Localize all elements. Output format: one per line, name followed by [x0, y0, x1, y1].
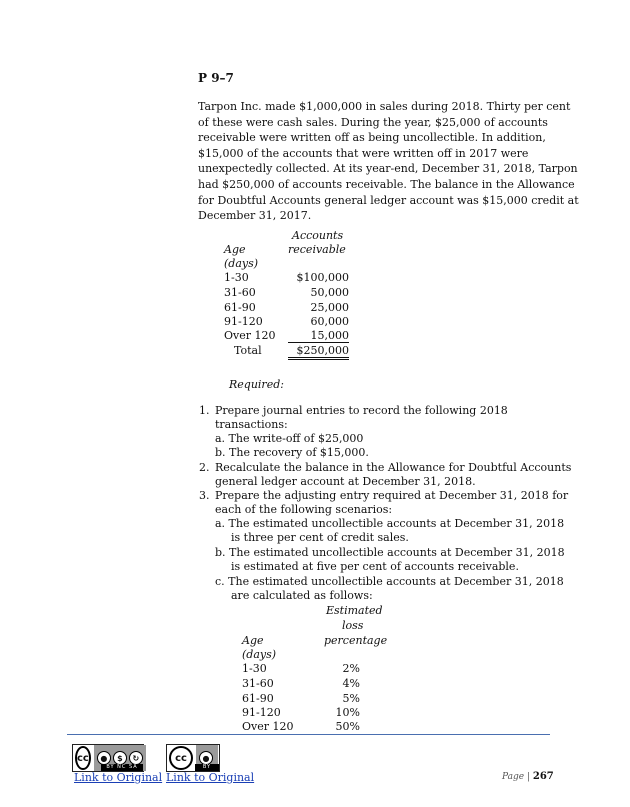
problem-paragraph: [198, 99, 579, 224]
paragraph-line: $15,000 of the accounts that were written off in 2017 were: [198, 146, 529, 160]
list-line: general ledger account at December 31, 2018.: [215, 475, 476, 488]
license-badge-by[interactable]: [166, 744, 220, 772]
paragraph-line: receivable were written off as being uncollectible. In addition,: [198, 131, 546, 145]
list-line: Prepare the adjusting entry required at December 31, 2018 for: [215, 489, 569, 502]
header-age: Age: [242, 634, 264, 647]
list-subitem: are calculated as follows:: [231, 589, 373, 602]
header-age: Age: [224, 243, 246, 256]
paragraph-line: had $250,000 of accounts receivable. The balance in the Allowance: [198, 177, 575, 191]
header-receivable: receivable: [288, 243, 346, 256]
header-loss: loss: [342, 619, 364, 632]
link-to-original-2[interactable]: Link to Original: [166, 771, 255, 784]
list-line: each of the following scenarios:: [215, 503, 393, 516]
page-word: Page: [502, 772, 525, 782]
list-line: Recalculate the balance in the Allowance for Doubtful Accounts: [215, 461, 572, 474]
attribution-icon: ●: [199, 751, 213, 765]
header-percentage: percentage: [324, 634, 388, 647]
header-days: (days): [224, 257, 259, 270]
amount-cell: 50,000: [310, 286, 349, 299]
header-accounts: Accounts: [292, 229, 344, 242]
list-subitem: a. The write-off of $25,000: [215, 432, 364, 445]
license-badge-by-nc-sa[interactable]: [72, 744, 144, 772]
age-cell: 91-120: [224, 315, 263, 328]
link-to-original-1[interactable]: Link to Original: [74, 771, 163, 784]
paragraph-line: of these were cash sales. During the year, $25,000 of accounts: [198, 115, 548, 129]
license-tag: BY NC SA: [101, 764, 143, 771]
pct-cell: 4%: [342, 677, 360, 690]
page-number: Page | 267: [502, 771, 554, 782]
header-estimated: Estimated: [326, 604, 383, 617]
paragraph-line: unexpectedly collected. At its year-end, December 31, 2018, Tarpon: [198, 162, 578, 176]
list-subitem: b. The recovery of $15,000.: [215, 446, 369, 459]
age-cell: 61-90: [224, 301, 256, 314]
sharealike-icon: ↻: [129, 751, 143, 765]
amount-cell: $100,000: [296, 271, 349, 284]
list-line: transactions:: [215, 418, 288, 431]
attribution-icon: ●: [97, 751, 111, 765]
age-cell: 61-90: [242, 692, 274, 705]
noncommercial-icon: $: [113, 751, 127, 765]
list-line: Prepare journal entries to record the following 2018: [215, 404, 508, 417]
amount-text: 15,000: [288, 329, 349, 343]
age-cell: 1-30: [242, 662, 267, 675]
age-cell: Over 120: [224, 329, 276, 342]
pct-cell: 10%: [335, 706, 360, 719]
list-subitem: a. The estimated uncollectible accounts at December 31, 2018: [215, 517, 565, 530]
pct-cell: 5%: [342, 692, 360, 705]
list-number: 2.: [199, 461, 210, 474]
header-days: (days): [242, 648, 277, 661]
page-number-value: 267: [532, 771, 554, 782]
amount-cell-underlined: [288, 329, 349, 343]
pct-cell: 50%: [335, 720, 360, 733]
required-label: Required:: [229, 378, 284, 391]
list-subitem: is three per cent of credit sales.: [231, 531, 409, 544]
paragraph-line: Tarpon Inc. made $1,000,000 in sales during 2018. Thirty per cent: [198, 100, 571, 113]
total-amount-cell: [288, 344, 349, 360]
total-amount: $250,000: [288, 344, 349, 360]
amount-cell: 60,000: [310, 315, 349, 328]
age-cell: 91-120: [242, 706, 281, 719]
cc-icon: cc: [75, 746, 91, 770]
list-number: 1.: [199, 404, 210, 417]
problem-heading: P 9–7: [198, 71, 234, 85]
age-cell: Over 120: [242, 720, 294, 733]
paragraph-line: for Doubtful Accounts general ledger account was $15,000 credit at: [198, 193, 579, 207]
list-subitem: c. The estimated uncollectible accounts at December 31, 2018: [215, 575, 564, 588]
paragraph-line: December 31, 2017.: [198, 209, 312, 223]
list-subitem: is estimated at five per cent of accounts receivable.: [231, 560, 519, 573]
age-cell: 31-60: [224, 286, 256, 299]
license-tag: BY: [195, 764, 219, 771]
age-cell: 31-60: [242, 677, 274, 690]
amount-cell: 25,000: [310, 301, 349, 314]
total-label: Total: [234, 344, 262, 357]
cc-icon: cc: [169, 746, 193, 770]
age-cell: 1-30: [224, 271, 249, 284]
list-number: 3.: [199, 489, 210, 502]
footer-rule: [67, 734, 550, 735]
list-subitem: b. The estimated uncollectible accounts at December 31, 2018: [215, 546, 565, 559]
pct-cell: 2%: [342, 662, 360, 675]
